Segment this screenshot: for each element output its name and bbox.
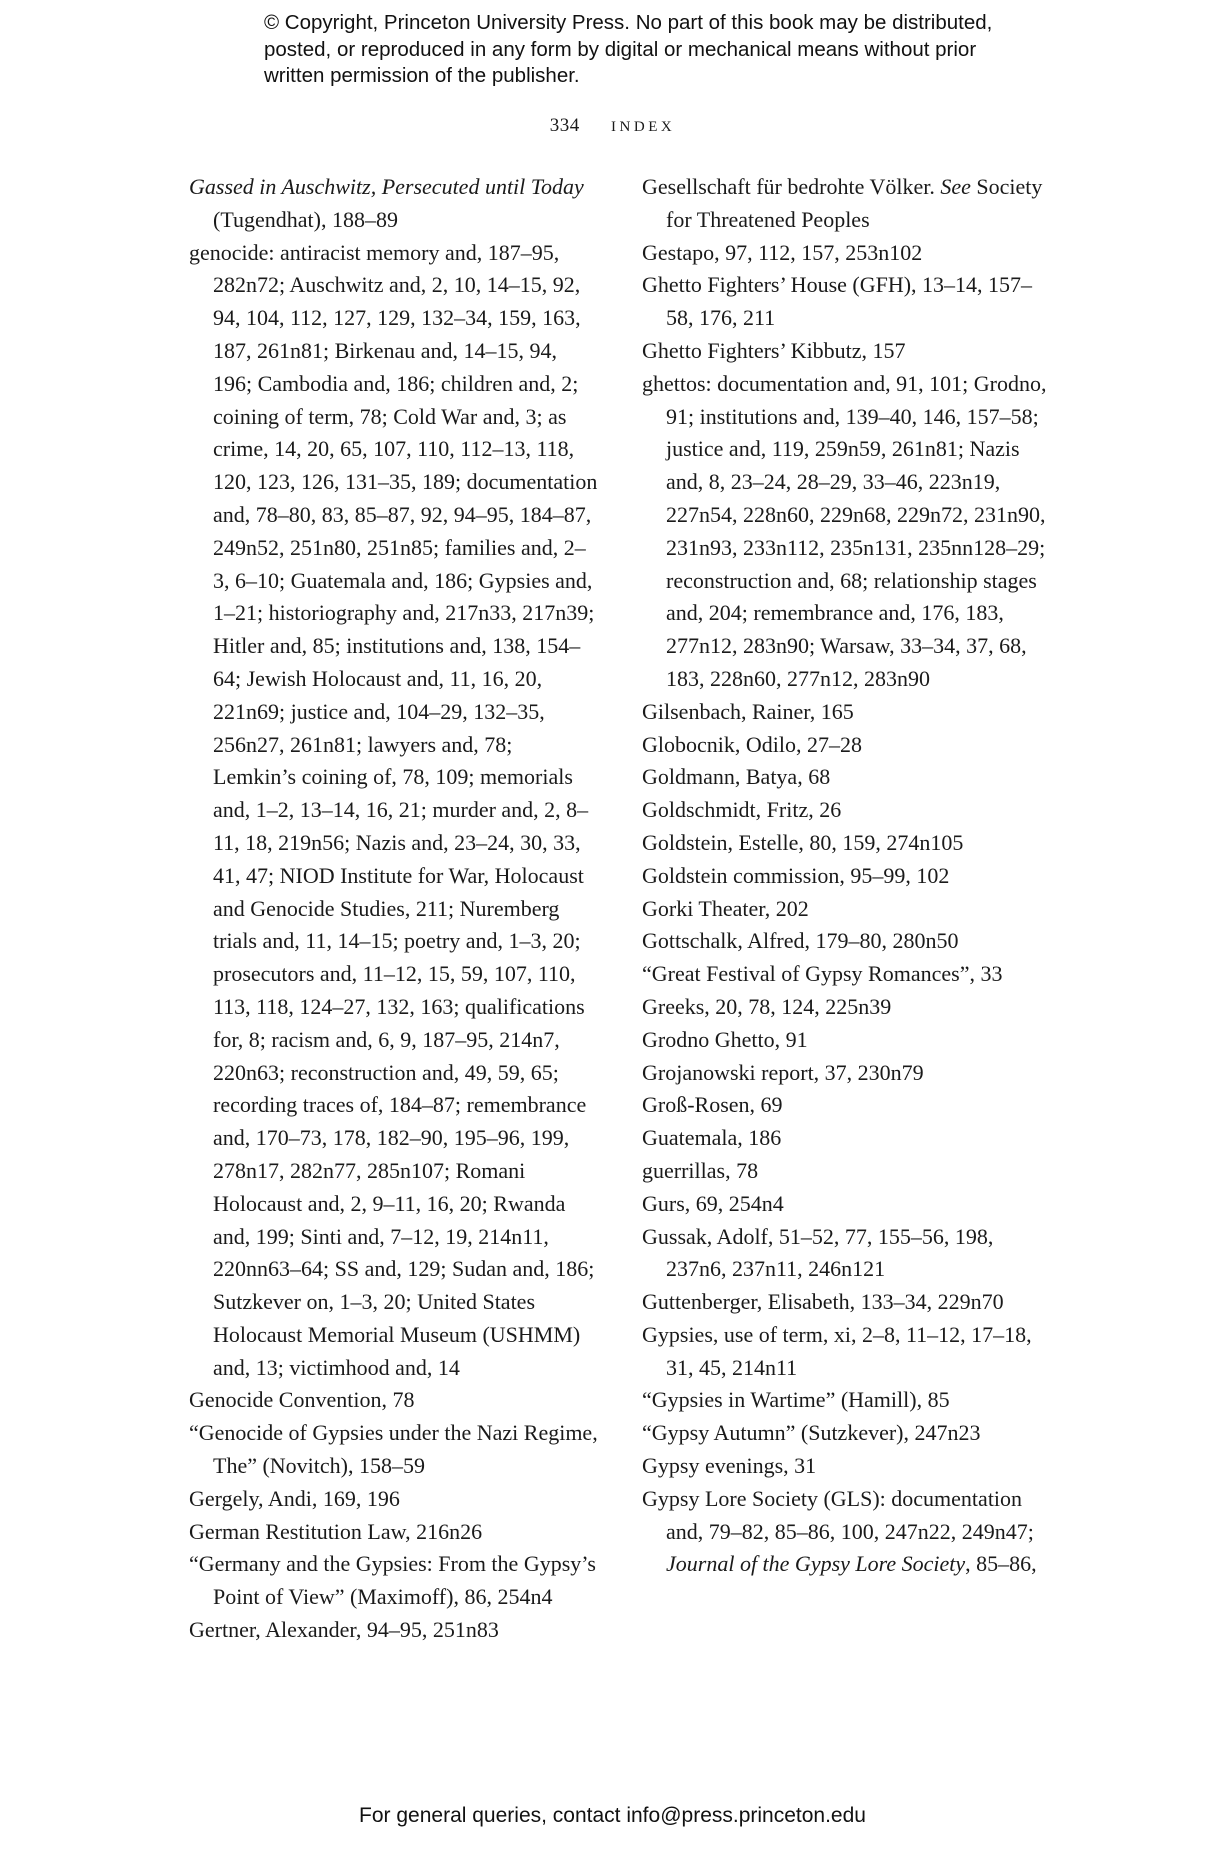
index-entry (189, 1483, 599, 1516)
index-entry-text: Gottschalk, Alfred, 179–80, 280n50 (642, 928, 959, 954)
index-entry-text: Groß-Rosen, 69 (642, 1092, 783, 1118)
running-header (0, 112, 1225, 137)
index-entry-text: Ghetto Fighters’ House (GFH), 13–14, 157–58, 176, 211 (642, 272, 1033, 331)
footer-contact: For general queries, contact info@press.princeton.edu (359, 1804, 866, 1827)
index-entry-italic: See (940, 174, 971, 199)
index-entry-text: Gorki Theater, 202 (642, 895, 809, 921)
index-entry (642, 1319, 1052, 1385)
index-entry-text: Gertner, Alexander, 94–95, 251n83 (189, 1617, 499, 1643)
index-entry-text: German Restitution Law, 216n26 (189, 1518, 483, 1544)
index-entry (642, 1221, 1052, 1287)
index-entry (189, 171, 599, 237)
index-entry-text: (Tugendhat), 188–89 (213, 206, 398, 232)
index-entry-text: Greeks, 20, 78, 124, 225n39 (642, 993, 892, 1019)
index-entry (189, 1516, 599, 1549)
index-column-right (642, 171, 1052, 1581)
copyright-notice: © Copyright, Princeton University Press. No part of this book may be distributed, posted, or reproduced in any form by digital or mechanical means without prior written permission of the publisher. (264, 11, 993, 87)
index-entry (642, 1286, 1052, 1319)
index-entry (642, 893, 1052, 926)
index-entry (642, 335, 1052, 368)
index-entry (642, 1417, 1052, 1450)
index-entry-text: “Germany and the Gypsies: From the Gypsy’s Point of View” (Maximoff), 86, 254n4 (189, 1551, 596, 1610)
index-entry-text: “Gypsy Autumn” (Sutzkever), 247n23 (642, 1420, 981, 1446)
index-entry-text: Gypsy Lore Society (GLS): documentation and, 79–82, 85–86, 100, 247n22, 249n47; (642, 1485, 1034, 1544)
index-entry-italic: Gassed in Auschwitz, Persecuted until Today (189, 174, 584, 199)
running-title: index (611, 112, 676, 136)
index-entry-text: “Gypsies in Wartime” (Hamill), 85 (642, 1387, 950, 1413)
index-entry-text: Gussak, Adolf, 51–52, 77, 155–56, 198, 237n6, 237n11, 246n121 (642, 1223, 994, 1282)
index-entry (642, 368, 1052, 696)
index-entry (642, 1483, 1052, 1581)
index-entry-text: Goldstein, Estelle, 80, 159, 274n105 (642, 829, 964, 855)
index-entry-text: Goldmann, Batya, 68 (642, 764, 831, 790)
index-entry-text: Genocide Convention, 78 (189, 1387, 415, 1413)
index-entry (642, 237, 1052, 270)
index-entry-text: Gypsies, use of term, xi, 2–8, 11–12, 17–18, 31, 45, 214n11 (642, 1321, 1032, 1380)
index-entry (189, 1548, 599, 1614)
page-number: 334 (549, 115, 580, 136)
index-entry (642, 761, 1052, 794)
index-entry (642, 171, 1052, 237)
index-entry-text: Gestapo, 97, 112, 157, 253n102 (642, 239, 923, 265)
index-entry-text: Gesellschaft für bedrohte Völker. (642, 174, 941, 199)
index-entry (642, 696, 1052, 729)
index-entry (642, 794, 1052, 827)
index-entry-text: , 85–86, (965, 1551, 1037, 1577)
index-entry (642, 991, 1052, 1024)
index-entry-text: Gilsenbach, Rainer, 165 (642, 698, 854, 724)
index-entry (642, 1155, 1052, 1188)
index-entry (189, 237, 599, 1385)
index-entry (642, 1024, 1052, 1057)
index-entry-text: Gergely, Andi, 169, 196 (189, 1485, 400, 1511)
index-entry-text: Globocnik, Odilo, 27–28 (642, 731, 862, 757)
index-entry (642, 1122, 1052, 1155)
index-entry (189, 1417, 599, 1483)
index-entry (642, 1384, 1052, 1417)
index-entry-text: Grojanowski report, 37, 230n79 (642, 1059, 924, 1085)
index-entry (189, 1384, 599, 1417)
index-entry (189, 1614, 599, 1647)
index-entry-text: Grodno Ghetto, 91 (642, 1026, 808, 1052)
index-entry-text: Gurs, 69, 254n4 (642, 1190, 784, 1216)
index-entry-text: guerrillas, 78 (642, 1157, 759, 1183)
index-entry (642, 1450, 1052, 1483)
index-column-left (189, 171, 599, 1647)
index-entry (642, 269, 1052, 335)
index-entry (642, 925, 1052, 958)
index-entry (642, 958, 1052, 991)
index-entry-text: genocide: antiracist memory and, 187–95, 282n72; Auschwitz and, 2, 10, 14–15, 92, 94, 104, 112, 127, 129, 132–34, 159, 163, 187, 261n81; Birkenau and, 14–15, 94, 196; Cambodia and, 186; children and, 2; coining of term, 78; Cold War and, 3; as crime, 14, 20, 65, 107, 110, 112–13, 118, 120, 123, 126, 131–35, 189; documentation and, 78–80, 83, 85–87, 92, 94–95, 184–87, 249n52, 251n80, 251n85; families and, 2–3, 6–10; Guatemala and, 186; Gypsies and, 1–21; historiography and, 217n33, 217n39; Hitler and, 85; institutions and, 138, 154–64; Jewish Holocaust and, 11, 16, 20, 221n69; justice and, 104–29, 132–35, 256n27, 261n81; lawyers and, 78; Lemkin’s coining of, 78, 109; memorials and, 1–2, 13–14, 16, 21; murder and, 2, 8–11, 18, 219n56; Nazis and, 23–24, 30, 33, 41, 47; NIOD Institute for War, Holocaust and Genocide Studies, 211; Nuremberg trials and, 11, 14–15; poetry and, 1–3, 20; prosecutors and, 11–12, 15, 59, 107, 110, 113, 118, 124–27, 132, 163; qualifications for, 8; racism and, 6, 9, 187–95, 214n7, 220n63; reconstruction and, 49, 59, 65; recording traces of, 184–87; remembrance and, 170–73, 178, 182–90, 195–96, 199, 278n17, 282n77, 285n107; Romani Holocaust and, 2, 9–11, 16, 20; Rwanda and, 199; Sinti and, 7–12, 19, 214n11, 220nn63–64; SS and, 129; Sudan and, 186; Sutzkever on, 1–3, 20; United States Holocaust Memorial Museum (USHMM) and, 13; victimhood and, 14 (189, 239, 598, 1380)
index-entry-text: Ghetto Fighters’ Kibbutz, 157 (642, 337, 906, 363)
index-entry (642, 729, 1052, 762)
index-entry-text: Goldschmidt, Fritz, 26 (642, 797, 842, 823)
index-entry (642, 827, 1052, 860)
index-entry-text: “Genocide of Gypsies under the Nazi Regime, The” (Novitch), 158–59 (189, 1420, 598, 1479)
index-entry-text: Gypsy evenings, 31 (642, 1453, 817, 1479)
index-entry (642, 1089, 1052, 1122)
index-entry-text: Guttenberger, Elisabeth, 133–34, 229n70 (642, 1289, 1004, 1315)
index-entry-text: Goldstein commission, 95–99, 102 (642, 862, 950, 888)
index-entry-text: ghettos: documentation and, 91, 101; Grodno, 91; institutions and, 139–40, 146, 157–58; justice and, 119, 259n59, 261n81; Nazis and, 8, 23–24, 28–29, 33–46, 223n19, 227n54, 228n60, 229n68, 229n72, 231n90, 231n93, 233n112, 235n131, 235nn128–29; reconstruction and, 68; relationship stages and, 204; remembrance and, 176, 183, 277n12, 283n90; Warsaw, 33–34, 37, 68, 183, 228n60, 277n12, 283n90 (642, 370, 1047, 691)
index-entry-text: “Great Festival of Gypsy Romances”, 33 (642, 961, 1003, 987)
index-entry (642, 1188, 1052, 1221)
index-entry-text: Guatemala, 186 (642, 1125, 782, 1151)
index-entry (642, 1057, 1052, 1090)
index-entry-italic: Journal of the Gypsy Lore Society (666, 1551, 966, 1577)
index-entry (642, 860, 1052, 893)
index-entry-text: Society for Threatened Peoples (666, 174, 1043, 232)
